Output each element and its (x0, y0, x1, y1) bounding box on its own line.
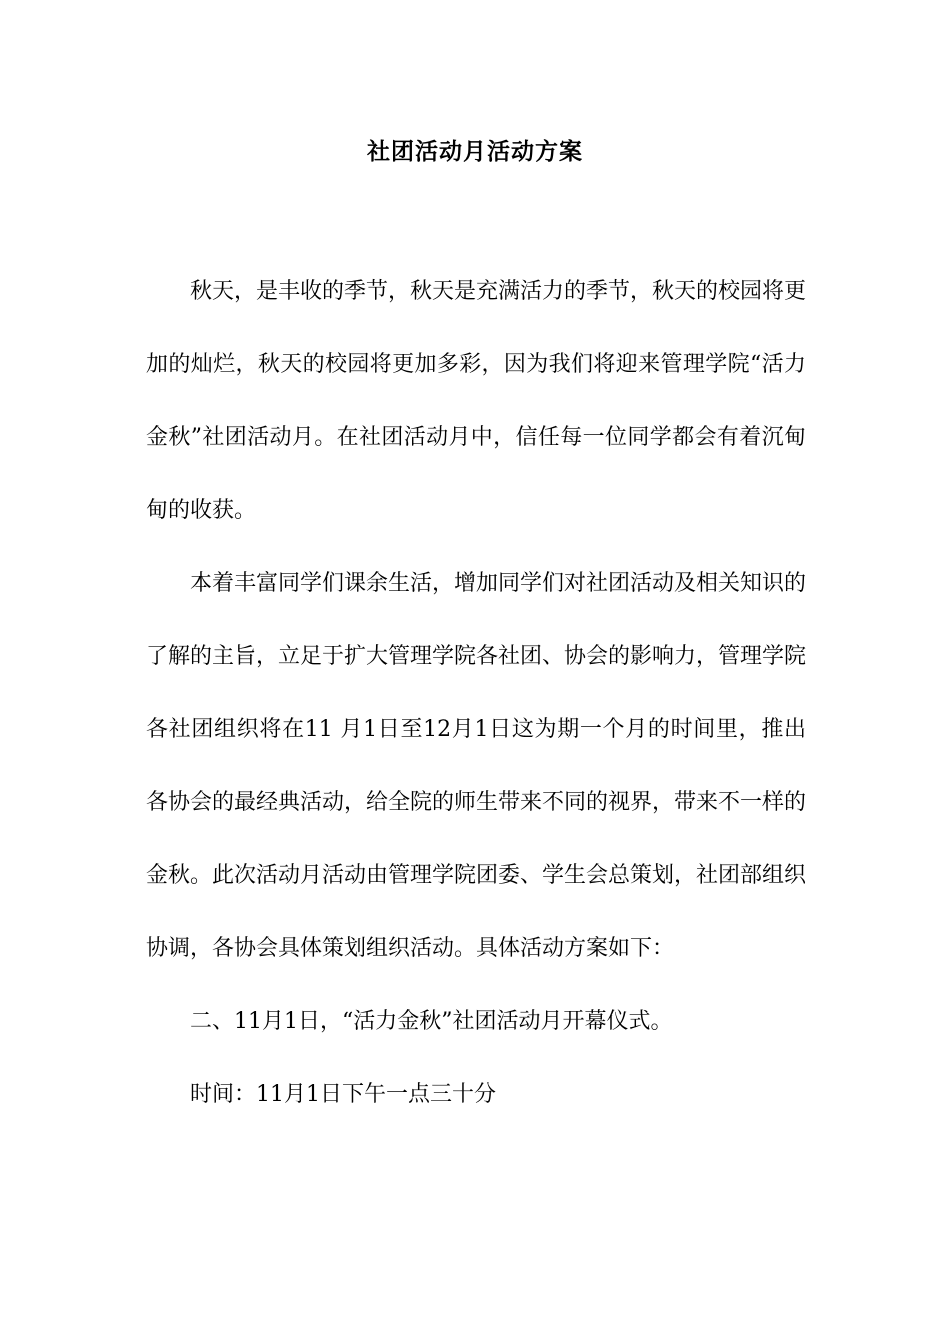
paragraph-section-heading: 二、11月1日，“活力金秋”社团活动月开幕仪式。 (190, 1009, 673, 1034)
document-body (146, 255, 806, 1131)
paragraph-intro: 秋天，是丰收的季节，秋天是充满活力的季节，秋天的校园将更加的灿烂，秋天的校园将更加多彩，因为我们将迎来管理学院“活力金秋”社团活动月。在社团活动月中，信任每一位同学都会有着沉甸甸的收获。 (146, 279, 807, 523)
paragraph-purpose: 本着丰富同学们课余生活，增加同学们对社团活动及相关知识的了解的主旨，立足于扩大管理学院各社团、协会的影响力，管理学院各社团组织将在11 月1日至12月1日这为期一个月的时间里，推出各协会的最经典活动，给全院的师生带来不同的视界，带来不一样的金秋。此次活动月活动由管理学院团委、学生会总策划，社团部组织协调，各协会具体策划组织活动。具体活动方案如下： (146, 571, 807, 961)
document-title: 社团活动月活动方案 (367, 138, 583, 165)
paragraph-time: 时间：11月1日下午一点三十分 (190, 1082, 496, 1107)
